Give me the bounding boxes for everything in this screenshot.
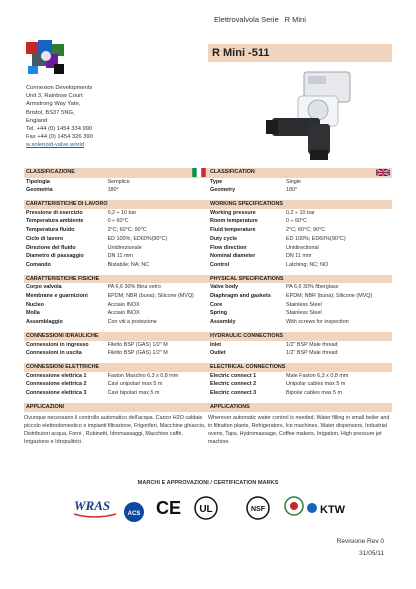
ce-logo [156,498,181,518]
svg-text:WRAS: WRAS [74,498,111,513]
spec-value: Filetto BSP (GAS) 1/2" M [107,350,168,357]
spec-label: Fluid temperature [210,227,256,234]
section-header [208,200,392,209]
spec-label: Type [210,178,223,185]
italian-flag-icon [192,168,206,177]
spec-label: Spring [210,310,228,317]
spec-row [208,349,392,358]
spec-value: Unidirectional [286,244,319,251]
spec-row [24,309,208,318]
spec-value: 0 ÷ 60°C [107,218,129,225]
spec-label: Room temperature [210,218,258,225]
spec-row [24,292,208,301]
spec-value: 2°C; 60°C; 90°C [286,227,326,234]
spec-row [208,261,392,270]
company-address [26,84,93,150]
spec-label: Diametro di passaggio [26,253,84,260]
spec-value: 0 ÷ 60°C [286,218,307,225]
section-title: CONNESSIONI ELETTRICHE [24,363,108,372]
acs-logo [124,502,144,522]
spec-label: Connessione elettrica 1 [26,372,87,379]
spec-row [24,186,208,195]
series-label: Elettrovalvola Serie [214,15,279,24]
spec-row [208,292,392,301]
spec-label: Ciclo di lavoro [26,235,64,242]
series-name: R Mini [284,15,306,24]
spec-value: DN 11 mm [286,253,312,260]
spec-row [24,217,208,226]
italian-applications: Ovunque necessario il controllo automatico dell'acqua. Carico H2O caldaie piccolo elettrodomestico e impianti filtrazione, Frigoriferi, Macchine ghiaccio, Distributori acqua, Forni , Rubinetti, Idromassaggi, Macchine caffè, Irrigazione e Idropulitrici. [24,415,206,445]
section-title: CONNESSIONI IDRAULICHE [24,332,108,341]
revision-date: 31/05/11 [359,550,384,557]
spec-label: Assembly [210,319,236,326]
spec-label: Temperatura ambiente [26,218,84,225]
section-header [208,275,392,284]
svg-text:ACS: ACS [127,511,141,517]
section-title: CARATTERISTICHE FISICHE [24,275,108,284]
spec-value: Acciaio INOX [107,301,140,308]
italy-seal-logo [285,497,303,515]
section-title: CLASSIFICAZIONE [24,168,108,178]
spec-row [24,389,208,398]
spec-value: Filetto BSP (GAS) 1/2" M [107,341,168,348]
website-link[interactable]: w.solenoid-valve.world [26,142,84,149]
spec-value: With screws for inspection [286,319,349,326]
spec-label: Electric connect 2 [210,381,257,388]
spec-label: Geometria [26,187,53,194]
section-title: PHYSICAL SPECIFICATIONS [208,275,286,284]
spec-value: Bistabile; NA; NC [107,261,150,268]
spec-row [24,349,208,358]
spec-row [208,283,392,292]
wras-logo [74,498,116,517]
spec-label: Control [210,261,230,268]
spec-label: Assemblaggio [26,319,63,326]
spec-label: Geometry [210,187,236,194]
spec-row [24,372,208,381]
spec-label: Connessioni in uscita [26,350,82,357]
spec-value: Latching; NC; NO [286,261,329,268]
spec-row [24,209,208,218]
english-applications: Wherever automatic water control is needed. Water filling in small boiler and in filtration plants, Refrigerators, Ice machines, Water dispensers, Industrial ovens, Taps, Hydromassage, Coffee makers, Irrigation, High pressure jet machine. [208,415,390,445]
marks-title: MARCHI E APPROVAZIONI / CERTIFICATION MARKS [137,480,279,486]
address-line: Armstrong Way Yate, [26,101,81,108]
svg-text:CE: CE [156,498,182,518]
spec-value: Stainless Steel [286,310,322,317]
spec-row [24,318,208,327]
applications-title: APPLICATIONS [208,403,286,412]
spec-label: Outlet [210,350,226,357]
section-title: HYDRAULIC CONNECTIONS [208,332,286,341]
spec-label: Tipologia [26,178,50,185]
address-line: Connexion Developments [26,85,93,91]
spec-label: Temperatura fluido [26,227,75,234]
spec-value: ED 100%; ED60%(90°C) [286,235,346,242]
spec-value: Cavi unipolari max 5 m [107,381,163,388]
spec-value: PA 6,6 30% fiberglass [286,284,339,291]
spec-row [208,318,392,327]
spec-row [24,252,208,261]
spec-value: Unidirezionale [107,244,142,251]
spec-value: Unipolar cables max 5 m [286,381,346,388]
spec-label: Connessione elettrica 3 [26,390,87,397]
spec-row [24,244,208,253]
applications-header [208,403,392,412]
applications-title: APPLICAZIONI [24,403,108,412]
spec-row [208,217,392,226]
spec-value: Cavi bipolari max 5 m [107,390,160,397]
spec-row [208,301,392,310]
address-line: England [26,117,48,124]
spec-value: 1/2" BSP Male thread [286,341,338,348]
model-title: R Mini -511 [208,44,392,62]
section-header [208,332,392,341]
section-header [24,275,208,284]
valve-photo [262,66,362,162]
section-header [208,168,392,178]
section-header [24,363,208,372]
uk-flag-icon [376,168,390,177]
spec-label: Membrane e guarnizioni [26,293,88,300]
spec-row [208,389,392,398]
spec-label: Valve body [210,284,239,291]
series-header [214,15,306,24]
spec-row [24,235,208,244]
spec-value: Male Faston 6,3 x 0,8 mm [286,372,349,379]
nsf-logo [247,497,269,519]
svg-text:NSF: NSF [251,506,265,513]
address-line: Tel. +44 (0) 1454 334 990 [26,126,93,133]
spec-label: Connessione elettrica 2 [26,381,87,388]
spec-row [208,341,392,350]
address-line: Fax +44 (0) 1454 326 390 [26,134,93,141]
spec-value: Stainless Steel [286,301,322,308]
section-header [24,200,208,209]
revision-block [337,536,384,560]
spec-row [208,226,392,235]
spec-row [24,380,208,389]
spec-row [208,186,392,195]
section-title: WORKING SPECIFICATIONS [208,200,286,209]
spec-value: Con viti a protezione [107,319,157,326]
spec-row [208,252,392,261]
address-line: Bristol, BS37 5NG, [26,109,75,116]
spec-label: Corpo valvola [26,284,62,291]
section-title: CARATTERISTICHE DI LAVORO [26,201,108,208]
spec-label: Inlet [210,341,222,348]
spec-row [24,226,208,235]
svg-text:KTW: KTW [320,504,346,516]
spec-row [208,178,392,187]
section-header [24,168,208,178]
spec-value: 2°C; 60°C; 90°C [107,227,147,234]
spec-label: Molla [26,310,40,317]
spec-value: Single [286,178,301,185]
spec-row [24,178,208,187]
italian-spec-table [24,168,208,412]
address-line: Unit 3, Rainbow Court [26,93,83,100]
spec-row [24,283,208,292]
revision-label: Revisione Rev 0 [336,538,384,545]
company-logo [24,38,68,76]
spec-label: Flow direction [210,244,247,251]
spec-value: 180° [107,187,119,194]
spec-row [24,261,208,270]
spec-row [208,372,392,381]
spec-value: 0,2 ÷ 10 bar [286,209,315,216]
spec-value: PA 6,6 30% fibra vetro [107,284,161,291]
spec-label: Working pressure [210,209,256,216]
spec-label: Direzione del fluido [26,244,76,251]
ktw-logo [307,503,346,516]
spec-value: 180° [286,187,298,194]
spec-label: Diaphragm and gaskets [210,293,271,300]
spec-value: 1/2" BSP Male thread [286,350,338,357]
spec-row [208,235,392,244]
section-header [24,332,208,341]
spec-row [208,244,392,253]
section-title: CLASSIFICATION [208,168,286,178]
spec-value: Faston Maschio 6,3 x 0,8 mm [107,372,179,379]
spec-value: Semplice [107,178,130,185]
spec-label: Electric connect 1 [210,372,257,379]
english-spec-table [208,168,392,412]
spec-value: ED 100%; ED60%(90°C) [107,235,168,242]
spec-label: Electric connect 3 [210,390,257,397]
spec-value: DN 11 mm [107,253,133,260]
spec-label: Nominal diameter [210,253,256,260]
svg-text:UL: UL [199,504,213,515]
certification-logos [72,490,352,526]
spec-label: Pressione di esercizio [26,209,83,216]
spec-value: EPDM; NBR (buna); Silicone (MVQ) [107,293,194,300]
spec-value: EPDM; NBR (buna); Silicone (MVQ) [286,293,373,300]
spec-value: Bipolar cables max 5 m [286,390,343,397]
spec-label: Comando [26,261,51,268]
spec-label: Duty cycle [210,235,237,242]
spec-row [208,380,392,389]
spec-label: Nucleo [26,301,44,308]
spec-label: Core [210,301,223,308]
ul-logo [195,497,217,519]
section-title: ELECTRICAL CONNECTIONS [210,363,286,370]
spec-row [208,309,392,318]
spec-value: 0,2 ÷ 10 bar [107,209,137,216]
spec-value: Acciaio INOX [107,310,140,317]
section-header [208,363,392,372]
spec-row [24,301,208,310]
spec-row [24,341,208,350]
spec-row [208,209,392,218]
spec-label: Connessioni in ingresso [26,341,89,348]
applications-header [24,403,208,412]
